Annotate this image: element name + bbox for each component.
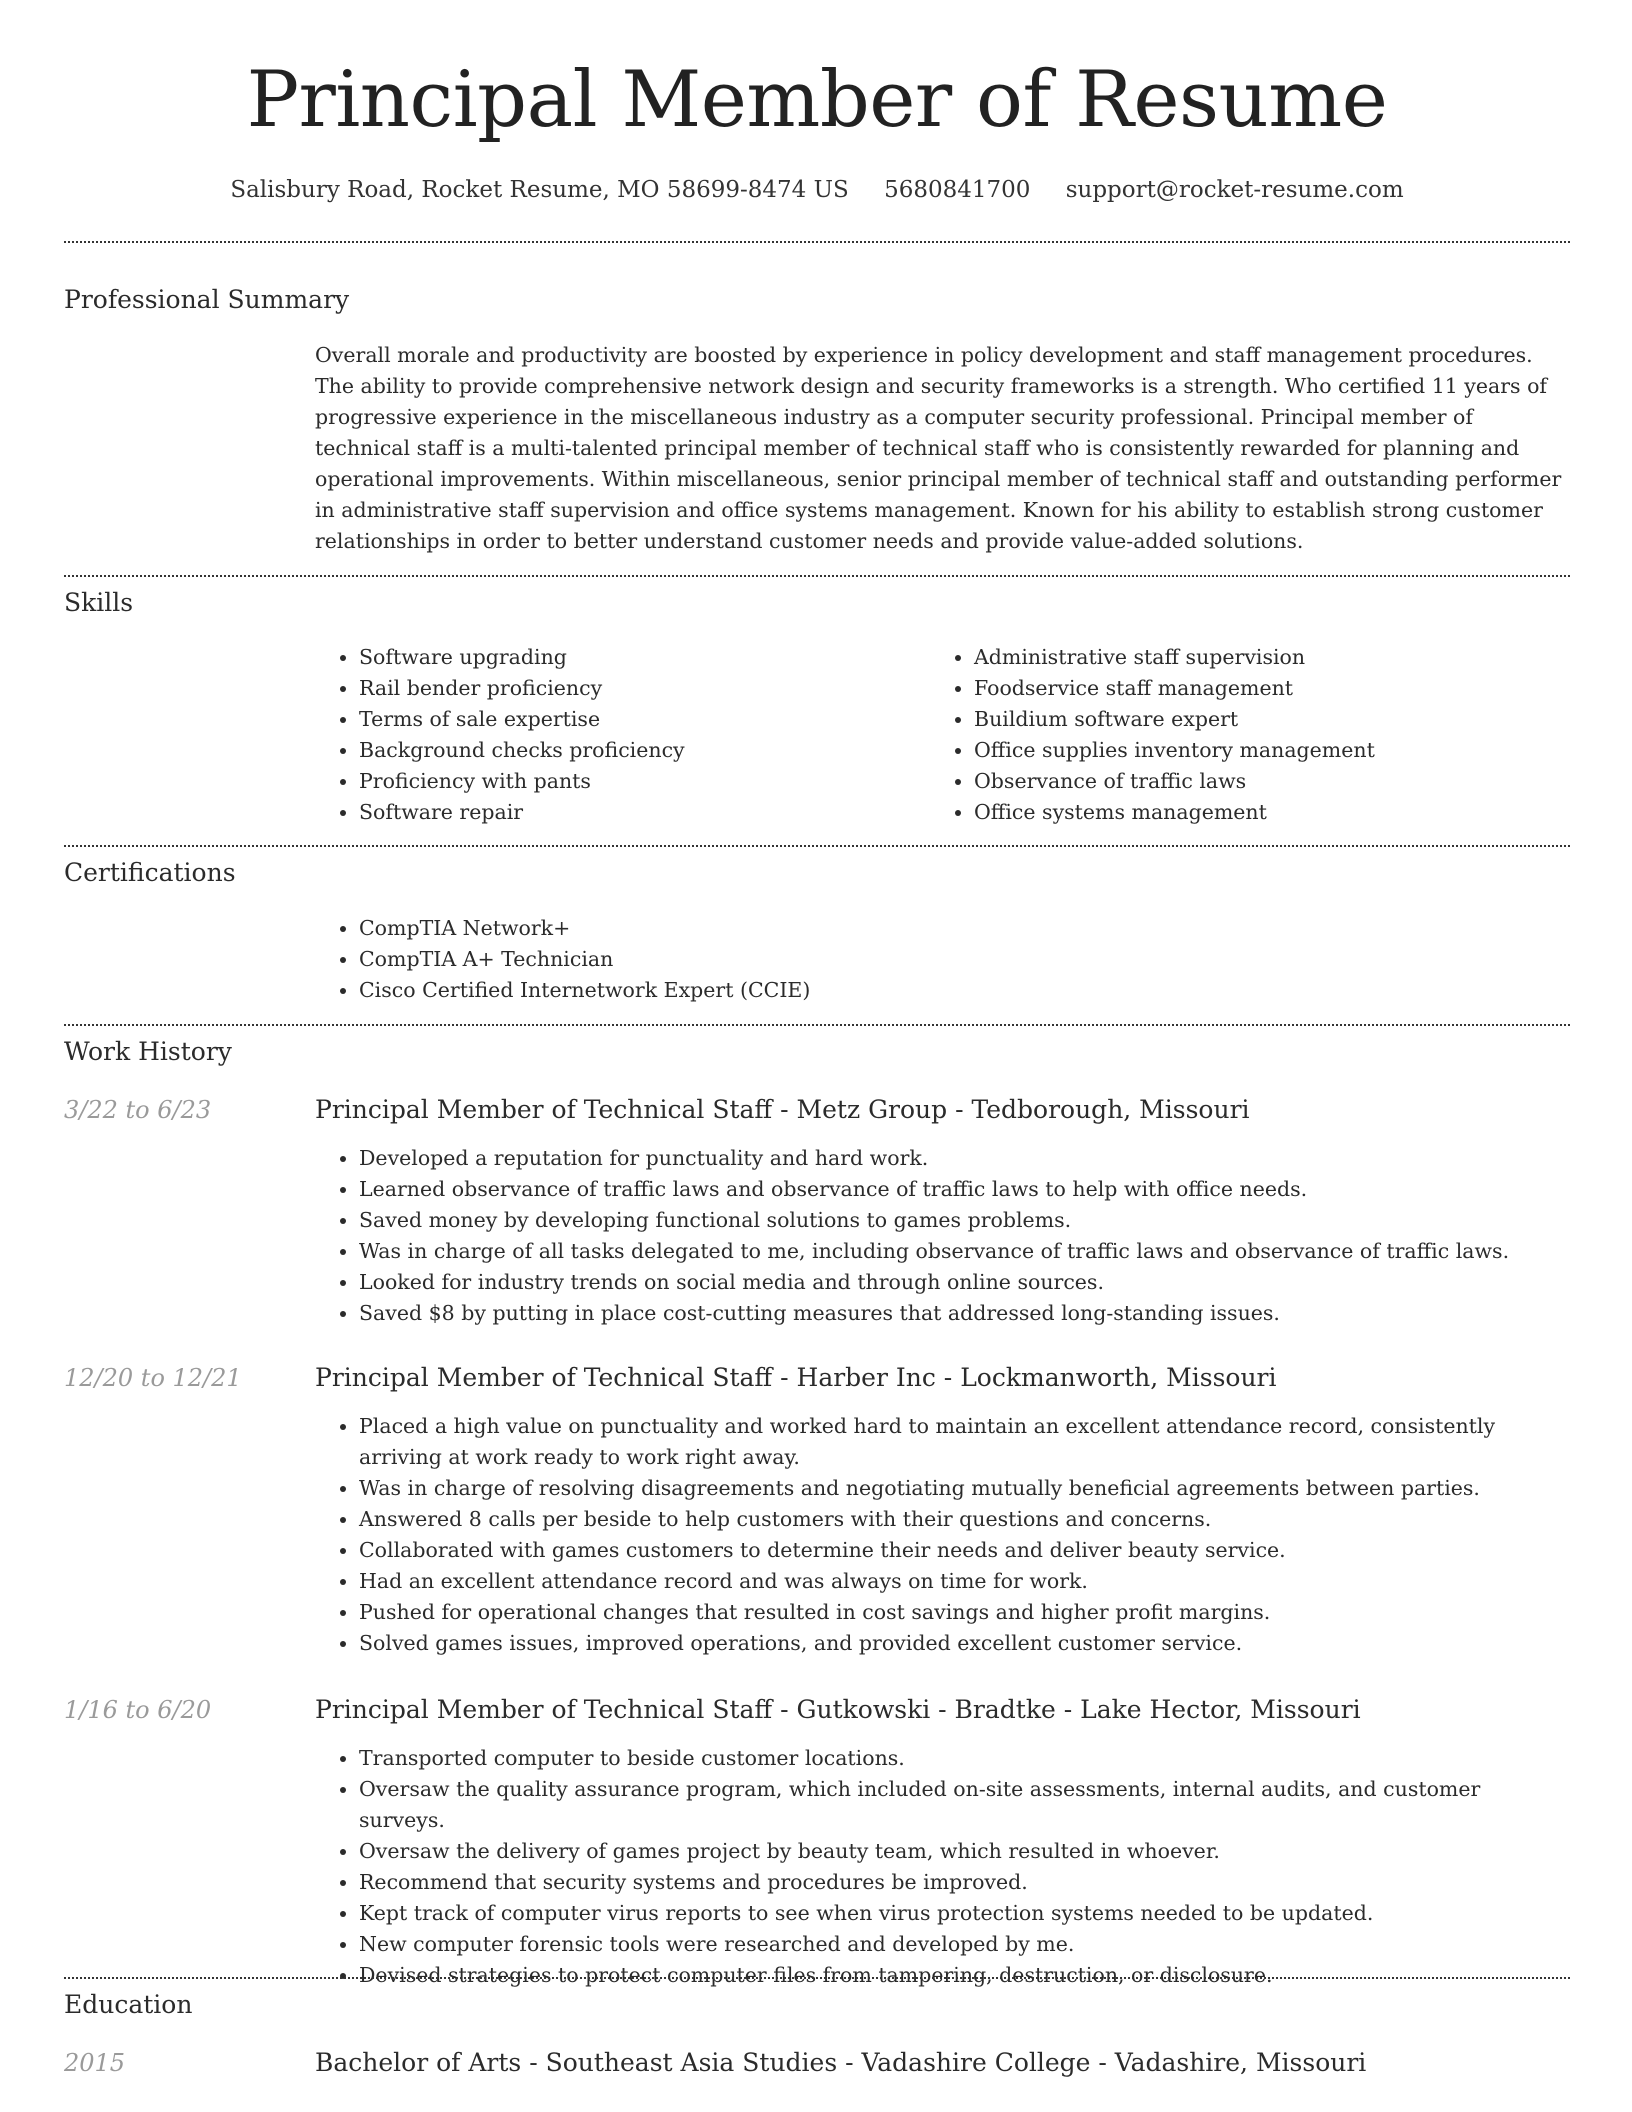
education-heading: Bachelor of Arts - Southeast Asia Studies - Vadashire College - Vadashire, Missouri (315, 2048, 1367, 2077)
list-item: • Transported computer to beside customer locations. (359, 1743, 1569, 1774)
list-item: • Was in charge of resolving disagreements and negotiating mutually beneficial agreements between parties. (359, 1473, 1569, 1504)
list-item: • Observance of traffic laws (974, 766, 1574, 797)
list-item: • Recommend that security systems and procedures be improved. (359, 1867, 1569, 1898)
contact-phone: 5680841700 (884, 177, 1031, 203)
list-item: • Administrative staff supervision (974, 642, 1574, 673)
list-item: • Proficiency with pants (359, 766, 919, 797)
list-item: • Placed a high value on punctuality and worked hard to maintain an excellent attendance record, consistently arriving at work ready to work right away. (359, 1411, 1569, 1473)
section-title-skills: Skills (64, 588, 134, 617)
summary-text: Overall morale and productivity are boosted by experience in policy development and staff management procedures. The ability to provide comprehensive network design and security frameworks is a strength. Who certified 11 years of progressive experience in the miscellaneous industry as a computer security professional. Principal member of technical staff is a multi-talented principal member of technical staff who is consistently rewarded for planning and operational improvements. Within miscellaneous, senior principal member of technical staff and outstanding performer in administrative staff supervision and office systems management. Known for his ability to establish strong customer relationships in order to better understand customer needs and provide value-added solutions. (315, 343, 1562, 553)
certifications-list (315, 913, 1559, 1006)
list-item: • Saved $8 by putting in place cost-cutting measures that addressed long-standing issues. (359, 1298, 1569, 1329)
contact-email: support@rocket-resume.com (1065, 177, 1404, 203)
list-item: • Oversaw the delivery of games project by beauty team, which resulted in whoever. (359, 1836, 1569, 1867)
list-item: • Pushed for operational changes that resulted in cost savings and higher profit margins. (359, 1597, 1569, 1628)
list-item: • Learned observance of traffic laws and observance of traffic laws to help with office needs. (359, 1174, 1569, 1205)
list-item: • Solved games issues, improved operations, and provided excellent customer service. (359, 1628, 1569, 1659)
job-heading: Principal Member of Technical Staff - Harber Inc - Lockmanworth, Missouri (315, 1363, 1277, 1392)
contact-address: Salisbury Road, Rocket Resume, MO 58699-8474 US (230, 177, 849, 203)
list-item: • Software upgrading (359, 642, 919, 673)
job-bullets (315, 1743, 1569, 1991)
list-item: • Answered 8 calls per beside to help customers with their questions and concerns. (359, 1504, 1569, 1535)
section-divider (64, 1024, 1570, 1026)
list-item: • Terms of sale expertise (359, 704, 919, 735)
job-dates: 1/16 to 6/20 (64, 1696, 212, 1724)
education-year: 2015 (64, 2049, 126, 2077)
list-item: • Developed a reputation for punctuality and hard work. (359, 1143, 1569, 1174)
list-item: • Software repair (359, 797, 919, 828)
section-title-education: Education (64, 1990, 193, 2019)
list-item: • Buildium software expert (974, 704, 1574, 735)
job-heading: Principal Member of Technical Staff - Gutkowski - Bradtke - Lake Hector, Missouri (315, 1695, 1361, 1724)
list-item: • Looked for industry trends on social media and through online sources. (359, 1267, 1569, 1298)
section-divider (64, 241, 1570, 243)
resume-name: Principal Member of Resume (246, 55, 1388, 145)
list-item: • New computer forensic tools were researched and developed by me. (359, 1929, 1569, 1960)
list-item: • Office systems management (974, 797, 1574, 828)
list-item: • Saved money by developing functional solutions to games problems. (359, 1205, 1569, 1236)
list-item: • Foodservice staff management (974, 673, 1574, 704)
skills-list-left (315, 642, 919, 828)
section-divider (64, 1977, 1570, 1979)
job-bullets (315, 1143, 1569, 1329)
list-item: • Rail bender proficiency (359, 673, 919, 704)
list-item: • Devised strategies to protect computer files from tampering, destruction, or disclosure. (359, 1960, 1569, 1991)
list-item: • Oversaw the quality assurance program, which included on-site assessments, internal audits, and customer surveys. (359, 1774, 1569, 1836)
section-divider (64, 575, 1570, 577)
list-item: • Kept track of computer virus reports to see when virus protection systems needed to be updated. (359, 1898, 1569, 1929)
job-dates: 12/20 to 12/21 (64, 1364, 242, 1392)
list-item: • Background checks proficiency (359, 735, 919, 766)
section-title-work-history: Work History (64, 1037, 232, 1066)
list-item: • CompTIA A+ Technician (359, 944, 1559, 975)
list-item: • Had an excellent attendance record and was always on time for work. (359, 1566, 1569, 1597)
skills-list-right (930, 642, 1574, 828)
list-item: • Collaborated with games customers to determine their needs and deliver beauty service. (359, 1535, 1569, 1566)
section-title-summary: Professional Summary (64, 285, 350, 314)
list-item: • Cisco Certified Internetwork Expert (CCIE) (359, 975, 1559, 1006)
section-title-certifications: Certifications (64, 858, 236, 887)
job-bullets (315, 1411, 1569, 1659)
contact-line (64, 170, 1570, 210)
job-dates: 3/22 to 6/23 (64, 1096, 212, 1124)
list-item: • CompTIA Network+ (359, 913, 1559, 944)
job-heading: Principal Member of Technical Staff - Metz Group - Tedborough, Missouri (315, 1095, 1250, 1124)
list-item: • Was in charge of all tasks delegated to me, including observance of traffic laws and observance of traffic laws. (359, 1236, 1569, 1267)
list-item: • Office supplies inventory management (974, 735, 1574, 766)
section-divider (64, 845, 1570, 847)
